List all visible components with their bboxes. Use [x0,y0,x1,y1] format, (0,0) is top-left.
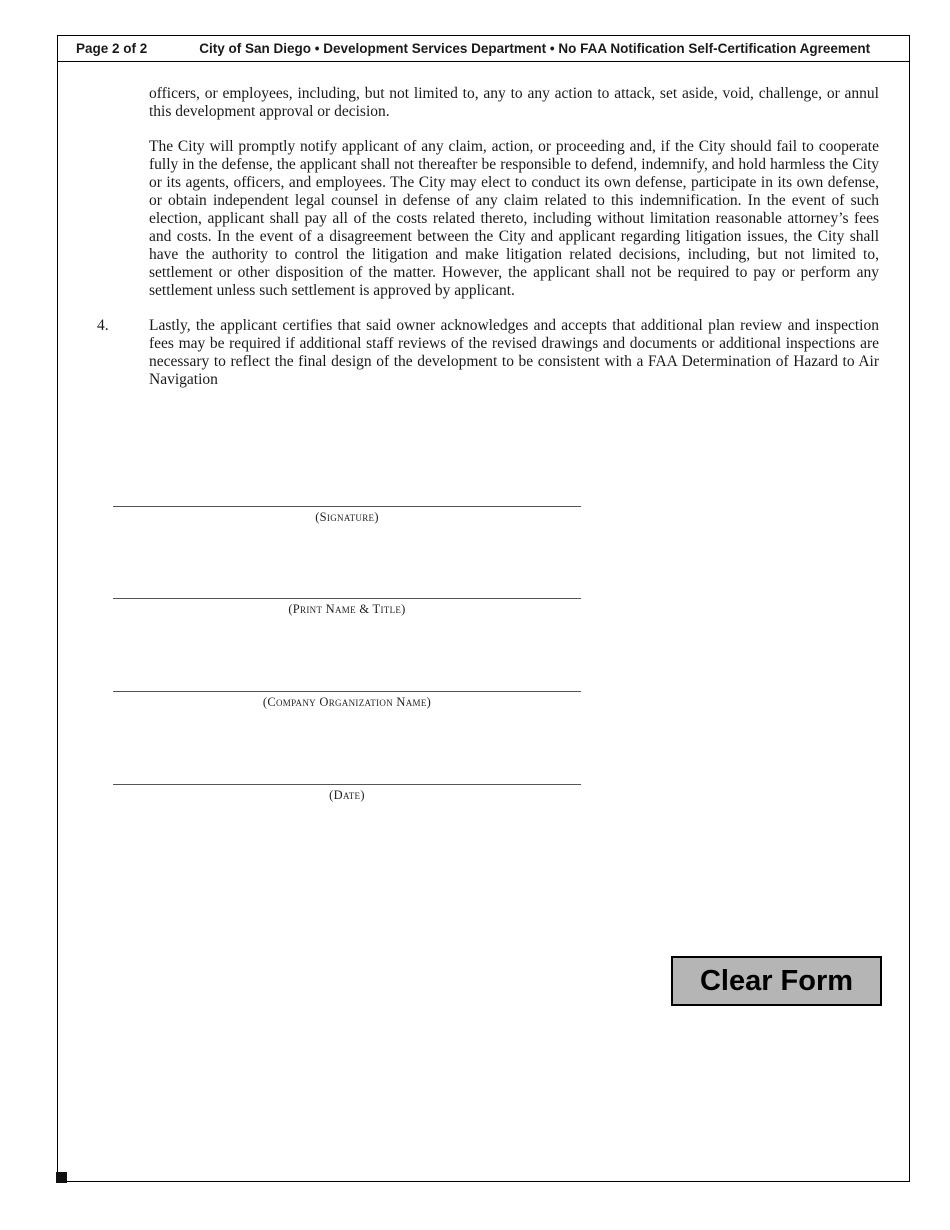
company-organization-line [113,691,581,692]
paragraph-city-notification: The City will promptly notify applicant of any claim, action, or proceeding and, if the City should fail to cooperate fully in the defense, the applicant shall not thereafter be responsible to defend, indemnify, and hold harmless the City or its agents, officers, and employees. The City may elect to conduct its own defense, participate in its own defense, or obtain independent legal counsel in defense of any claim related to this indemnification. In the event of such election, applicant shall pay all of the costs related thereto, including without limitation reasonable attorney’s fees and costs. In the event of a disagreement between the City and applicant regarding litigation issues, the City shall have the authority to control the litigation and make litigation related decisions, including, but not limited to, settlement or other disposition of the matter. However, the applicant shall not be required to pay or perform any settlement unless such settlement is approved by applicant. [149,138,879,299]
print-name-title-label: (Print Name & Title) [288,602,406,616]
clear-form-button[interactable]: Clear Form [671,956,882,1006]
document-page [57,35,910,1182]
page-number-label: Page 2 of 2 [76,41,148,56]
print-name-title-line [113,598,581,599]
numbered-item-4-text: Lastly, the applicant certifies that said owner acknowledges and accepts that additional plan review and inspection fees may be required if additional staff reviews of the revised drawings and documents or additional inspections are necessary to reflect the final design of the development to be consistent with a FAA Determination of Hazard to Air Navigation [149,317,879,388]
numbered-item-4 [95,317,879,389]
signature-line [113,506,581,507]
company-organization-field [113,691,581,710]
numbered-item-4-number: 4. [97,317,109,334]
date-label: (Date) [329,788,365,802]
signature-field [113,506,581,525]
signature-label: (Signature) [315,510,379,524]
page-header [58,36,909,62]
document-title: City of San Diego • Development Services Department • No FAA Notification Self-Certification Agreement [199,41,871,56]
print-name-title-field [113,598,581,617]
date-field [113,784,581,803]
date-line [113,784,581,785]
page-corner-artifact [56,1172,67,1183]
document-body [95,85,879,389]
paragraph-indemnity-continuation: officers, or employees, including, but not limited to, any to any action to attack, set aside, void, challenge, or annul this development approval or decision. [149,85,879,120]
company-organization-label: (Company Organization Name) [262,695,432,709]
